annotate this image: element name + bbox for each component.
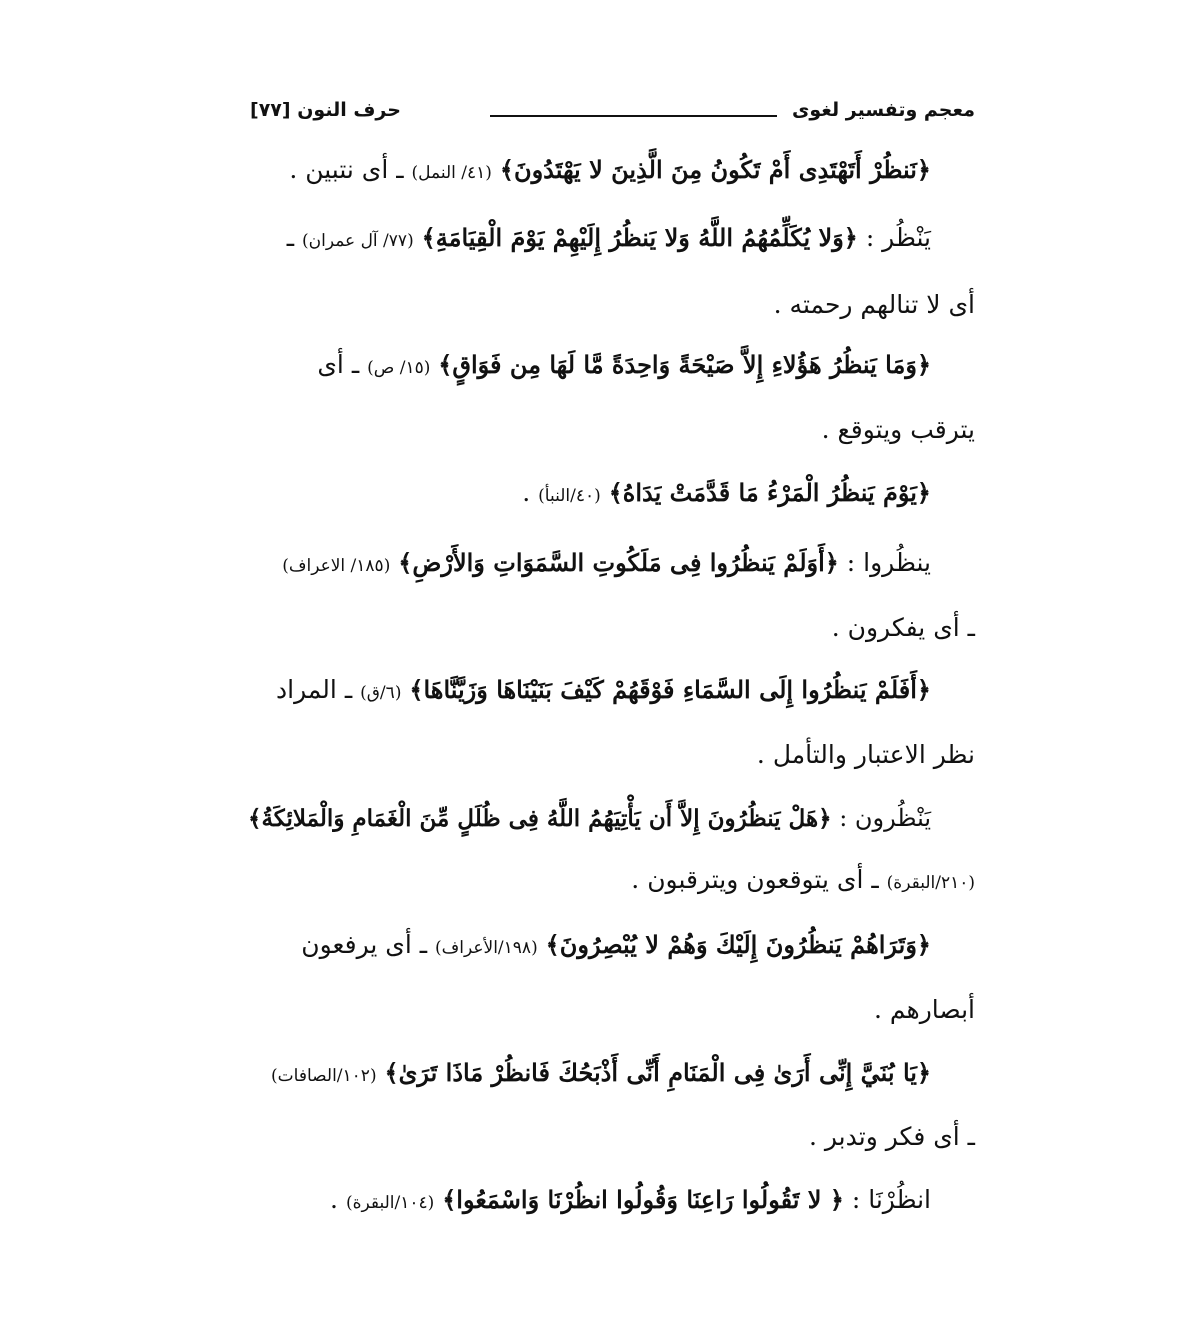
explanation-text: ـ <box>286 223 295 252</box>
verse-reference: (١٩٨/الأعراف) <box>435 938 538 958</box>
verse-reference: (٤١/ النمل) <box>411 163 492 183</box>
book-title: معجم وتفسير لغوى <box>791 99 975 121</box>
explanation-text: ـ المراد <box>275 675 353 704</box>
entry-headword: يَنْظُرون : <box>839 804 931 832</box>
entry-headword: ينظُروا : <box>846 548 931 577</box>
text-line <box>248 798 931 839</box>
explanation-text: . <box>330 1185 338 1214</box>
explanation-text: ـ أى يفكرون . <box>831 613 975 642</box>
verse-reference: (١٠٢/الصافات) <box>271 1066 377 1086</box>
verse-reference: (٤٠/النبأ) <box>538 486 601 506</box>
explanation-text: ـ أى فكر وتدبر . <box>808 1122 975 1151</box>
text-line <box>289 150 931 193</box>
explanation-text: ـ أى يتوقعون ويترقبون . <box>631 865 879 894</box>
text-line <box>757 735 975 775</box>
explanation-text: أبصارهم . <box>874 995 975 1024</box>
text-line <box>631 860 975 903</box>
text-line <box>301 925 931 968</box>
text-line <box>822 410 975 450</box>
verse-reference: (٧٧/ آل عمران) <box>301 231 414 251</box>
quran-verse: ﴿يَا بُنَيَّ إِنِّى أَرَىٰ فِى الْمَنَامِ أَنِّى أَذْبَحُكَ فَانظُرْ مَاذَا تَرَىٰ﴾ <box>384 1058 931 1087</box>
dictionary-page <box>240 95 975 1214</box>
chapter-and-page-number: حرف النون [٧٧] <box>250 99 401 121</box>
text-line <box>282 543 931 586</box>
quran-verse: ﴿وَتَرَاهُمْ يَنظُرُونَ إِلَيْكَ وَهُمْ لا يُبْصِرُونَ﴾ <box>545 930 931 959</box>
quran-verse: ﴿هَلْ يَنظُرُونَ إِلاَّ أَن يَأْتِيَهُمُ اللَّهُ فِى ظُلَلٍ مِّنَ الْغَمَامِ وَالْمَلائِكَةُ﴾ <box>247 805 832 832</box>
verse-reference: (١٠٤/البقرة) <box>345 1193 435 1213</box>
quran-verse: ﴿نَنظُرْ أَتَهْتَدِى أَمْ تَكُونُ مِنَ الَّذِينَ لا يَهْتَدُونَ﴾ <box>499 155 931 184</box>
explanation-text: ـ أى يرفعون <box>301 930 428 959</box>
entry-headword: انظُرْنَا : <box>851 1185 931 1214</box>
text-line <box>317 345 931 388</box>
explanation-text: . <box>522 478 531 507</box>
entry-headword: يَنْظُر : <box>865 223 931 252</box>
text-line <box>522 473 931 516</box>
page-header <box>240 95 975 131</box>
quran-verse: ﴿ لا تَقُولُوا رَاعِنَا وَقُولُوا انظُرْنَا وَاسْمَعُوا﴾ <box>442 1185 844 1214</box>
quran-verse: ﴿يَوْمَ يَنظُرُ الْمَرْءُ مَا قَدَّمَتْ يَدَاهُ﴾ <box>608 478 931 507</box>
quran-verse: ﴿أَوَلَمْ يَنظُرُوا فِى مَلَكُوتِ السَّمَوَاتِ وَالأَرْضِ﴾ <box>398 548 839 577</box>
quran-verse: ﴿وَلا يُكَلِّمُهُمُ اللَّهُ وَلا يَنظُرُ إِلَيْهِمْ يَوْمَ الْقِيَامَةِ﴾ <box>421 223 858 252</box>
header-rule <box>490 115 777 117</box>
text-line <box>832 608 975 648</box>
explanation-text: ـ أى <box>317 350 360 379</box>
text-line <box>774 285 975 325</box>
verse-reference: (٢١٠/البقرة) <box>886 873 975 893</box>
verse-reference: (٦/ق) <box>360 683 402 703</box>
explanation-text: ـ أى نتبين . <box>289 155 404 184</box>
text-line <box>271 1053 931 1096</box>
explanation-text: يترقب ويتوقع . <box>821 415 975 444</box>
verse-reference: (١٨٥/ الاعراف) <box>282 556 391 576</box>
text-line <box>276 670 931 713</box>
text-line <box>874 990 975 1030</box>
text-line <box>330 1180 931 1223</box>
text-line <box>809 1117 975 1157</box>
explanation-text: أى لا تنالهم رحمته . <box>773 290 975 319</box>
text-line <box>287 218 931 261</box>
quran-verse: ﴿أَفَلَمْ يَنظُرُوا إِلَى السَّمَاءِ فَوْقَهُمْ كَيْفَ بَنَيْنَاهَا وَزَيَّنَّاهَا﴾ <box>409 675 931 704</box>
explanation-text: نظر الاعتبار والتأمل . <box>756 740 975 769</box>
verse-reference: (١٥/ ص) <box>367 358 431 378</box>
quran-verse: ﴿وَمَا يَنظُرُ هَؤُلاءِ إِلاَّ صَيْحَةً وَاحِدَةً مَّا لَهَا مِن فَوَاقٍ﴾ <box>438 350 931 379</box>
